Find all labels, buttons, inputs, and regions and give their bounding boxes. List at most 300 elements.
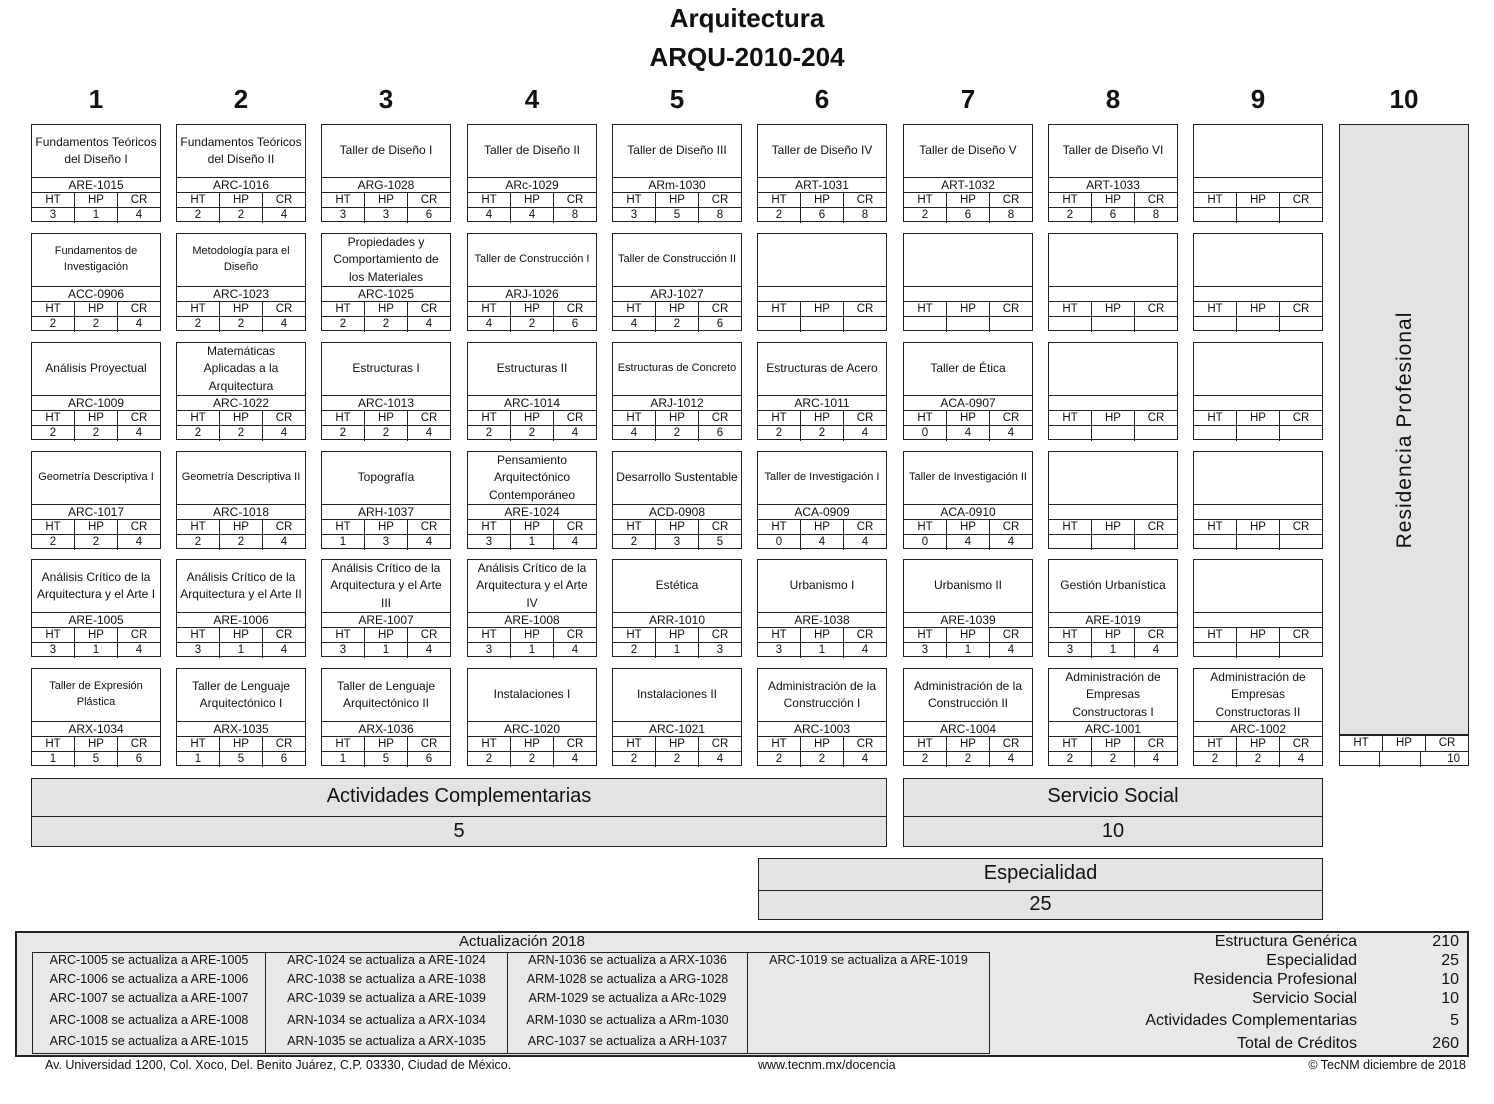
- hour-values: [32, 751, 160, 767]
- summary-label: Servicio Social: [1252, 990, 1357, 1007]
- hour-values: [758, 751, 886, 767]
- hour-label-hp: HP: [655, 737, 698, 752]
- hour-label-cr: CR: [1279, 302, 1322, 317]
- course-ht: 2: [194, 427, 202, 439]
- hour-label-cr: CR: [407, 520, 450, 535]
- hour-label-cr: CR: [1134, 520, 1177, 535]
- hour-label-ht: HT: [190, 194, 206, 206]
- course-hp: 2: [219, 208, 262, 223]
- update-item: ARM-1030 se actualiza a ARm-1030: [526, 1013, 729, 1027]
- course-cr: 4: [989, 643, 1032, 658]
- hour-labels: [1049, 301, 1177, 317]
- course-ht: 2: [921, 753, 929, 765]
- course-code: ARc-1029: [468, 177, 596, 193]
- course-cr: 5: [698, 535, 741, 550]
- course-hp: 6: [946, 208, 989, 223]
- hour-values: [1194, 642, 1322, 658]
- hour-labels: [1049, 410, 1177, 426]
- course-code: ARC-1016: [177, 177, 305, 193]
- course-cr: 4: [843, 752, 886, 767]
- hour-label-cr: CR: [698, 520, 741, 535]
- hour-labels: [758, 627, 886, 643]
- course-ht: 3: [49, 209, 57, 221]
- hour-label-ht: HT: [190, 412, 206, 424]
- hour-values: [1049, 534, 1177, 550]
- course-card: [467, 668, 597, 766]
- update-item: ARC-1039 se actualiza a ARE-1039: [287, 991, 486, 1005]
- course-card: [612, 451, 742, 549]
- hour-labels: [177, 519, 305, 535]
- page-title: Arquitectura: [669, 3, 825, 33]
- course-code: ARm-1030: [613, 177, 741, 193]
- course-hp: 2: [510, 752, 553, 767]
- hour-label-ht: HT: [1207, 738, 1223, 750]
- course-hp: 2: [1236, 752, 1279, 767]
- hour-label-cr: CR: [407, 302, 450, 317]
- hour-values: [32, 534, 160, 550]
- residencia-hour-labels: [1340, 736, 1468, 751]
- course-cr: 4: [1134, 752, 1177, 767]
- course-name: Gestión Urbanística: [1060, 578, 1166, 593]
- course-ht: [1194, 426, 1236, 441]
- hour-label-ht: HT: [1062, 521, 1078, 533]
- course-hp: [946, 317, 989, 332]
- hour-label-hp: HP: [364, 628, 407, 643]
- course-card: [321, 124, 451, 222]
- course-card: [1048, 233, 1178, 331]
- hour-labels: [177, 736, 305, 752]
- course-ht: 0: [921, 427, 929, 439]
- hour-label-ht: HT: [1062, 194, 1078, 206]
- hour-label-ht: HT: [1062, 412, 1078, 424]
- hour-labels: [322, 519, 450, 535]
- course-ht: 3: [1066, 644, 1074, 656]
- hour-label-ht: HT: [1207, 194, 1223, 206]
- course-hp: 1: [510, 643, 553, 658]
- hour-label-ht: HT: [45, 521, 61, 533]
- hour-label-ht: HT: [1062, 629, 1078, 641]
- course-ht: 3: [485, 644, 493, 656]
- update-column: [265, 953, 507, 1053]
- hour-labels: [177, 192, 305, 208]
- course-code: ACC-0906: [32, 286, 160, 302]
- hour-label-cr: CR: [262, 628, 305, 643]
- course-ht: 3: [775, 644, 783, 656]
- course-cr: 8: [698, 208, 741, 223]
- hour-label-hp: HP: [1236, 520, 1279, 535]
- semester-number: 7: [960, 84, 976, 114]
- course-ht: 4: [485, 318, 493, 330]
- hour-values: [613, 207, 741, 223]
- especialidad-block: [758, 858, 1323, 920]
- course-cr: 4: [1279, 752, 1322, 767]
- hour-label-ht: HT: [626, 521, 642, 533]
- hour-values: [758, 425, 886, 441]
- course-hp: 1: [1091, 643, 1134, 658]
- actualizacion-table: [32, 952, 990, 1054]
- course-code: [1194, 612, 1322, 628]
- hour-label-hp: HP: [364, 302, 407, 317]
- course-ht: 2: [1066, 753, 1074, 765]
- hour-label-hp: HP: [1236, 302, 1279, 317]
- course-ht: 4: [630, 427, 638, 439]
- course-card: [467, 559, 597, 657]
- course-cr: 4: [262, 643, 305, 658]
- course-ht: 2: [1066, 209, 1074, 221]
- semester-number: 5: [669, 84, 685, 114]
- course-code: ARC-1001: [1049, 721, 1177, 737]
- hour-label-cr: CR: [117, 193, 160, 208]
- course-code: ARX-1035: [177, 721, 305, 737]
- course-name: Fundamentos de Investigación: [54, 245, 138, 273]
- course-card: [1193, 559, 1323, 657]
- hour-labels: [468, 301, 596, 317]
- hour-label-cr: CR: [117, 737, 160, 752]
- hour-values: [613, 316, 741, 332]
- course-code: ARE-1015: [32, 177, 160, 193]
- course-cr: 4: [553, 643, 596, 658]
- hour-label-ht: HT: [45, 194, 61, 206]
- hour-labels: [177, 301, 305, 317]
- course-code: ARX-1036: [322, 721, 450, 737]
- actividades-label: Actividades Complementarias: [326, 785, 592, 807]
- course-card: [1048, 342, 1178, 440]
- semester-number: 2: [233, 84, 249, 114]
- hour-label-ht: HT: [917, 521, 933, 533]
- hour-values: [322, 425, 450, 441]
- hour-label-cr: CR: [843, 628, 886, 643]
- course-ht: [1049, 426, 1091, 441]
- course-hp: 2: [219, 317, 262, 332]
- servicio-social-block: [903, 778, 1323, 847]
- residencia-cr: 10: [1420, 752, 1468, 767]
- hour-label-cr: CR: [989, 302, 1032, 317]
- hour-label-hp: HP: [364, 737, 407, 752]
- hour-label-cr: CR: [553, 302, 596, 317]
- course-cr: 4: [1134, 643, 1177, 658]
- course-code: ARE-1006: [177, 612, 305, 628]
- hour-label-ht: HT: [481, 738, 497, 750]
- hour-values: [613, 534, 741, 550]
- hour-label-hp: HP: [510, 520, 553, 535]
- course-name: Taller de Investigación II: [908, 471, 1027, 484]
- course-card: [1048, 451, 1178, 549]
- hour-values: [904, 425, 1032, 441]
- hour-labels: [322, 627, 450, 643]
- hour-label-cr: CR: [262, 520, 305, 535]
- course-name: Pensamiento Arquitectónico Contemporáneo: [488, 452, 576, 502]
- hour-label-hp: HP: [1091, 411, 1134, 426]
- hour-label-hp: HP: [655, 628, 698, 643]
- course-ht: 3: [194, 644, 202, 656]
- hour-labels: [322, 736, 450, 752]
- course-card: [176, 124, 306, 222]
- hour-label-cr: CR: [698, 737, 741, 752]
- hour-labels: [613, 410, 741, 426]
- hour-label-hp: HP: [219, 628, 262, 643]
- course-code: ARC-1002: [1194, 721, 1322, 737]
- course-name: Análisis Crítico de la Arquitectura y el Arte II: [180, 569, 302, 601]
- hour-label-hp: HP: [74, 302, 117, 317]
- hour-label-ht: HT: [190, 303, 206, 315]
- course-cr: 6: [407, 208, 450, 223]
- course-code: ARE-1005: [32, 612, 160, 628]
- course-cr: 8: [553, 208, 596, 223]
- course-cr: 6: [698, 426, 741, 441]
- course-hp: [1091, 535, 1134, 550]
- course-name: Taller de Diseño IV: [771, 143, 873, 158]
- hour-label-hp: HP: [1091, 302, 1134, 317]
- hour-label-ht: HT: [1353, 737, 1369, 749]
- hour-label-ht: HT: [481, 629, 497, 641]
- course-card: [31, 559, 161, 657]
- servicio-value: 10: [1101, 820, 1125, 842]
- course-card: [31, 451, 161, 549]
- course-name: Taller de Lenguaje Arquitectónico I: [191, 678, 291, 710]
- course-name: Instalaciones I: [493, 687, 571, 702]
- course-cr: 4: [117, 643, 160, 658]
- course-name: Instalaciones II: [636, 687, 718, 702]
- course-code: ACD-0908: [613, 504, 741, 520]
- hour-label-ht: HT: [917, 629, 933, 641]
- hour-label-hp: HP: [74, 411, 117, 426]
- hour-label-cr: CR: [989, 411, 1032, 426]
- hour-label-cr: CR: [407, 193, 450, 208]
- course-name: Taller de Construcción I: [474, 253, 590, 266]
- hour-labels: [32, 736, 160, 752]
- course-hp: 2: [510, 317, 553, 332]
- course-hp: [800, 317, 843, 332]
- hour-label-cr: CR: [117, 520, 160, 535]
- hour-label-hp: HP: [800, 193, 843, 208]
- course-ht: 1: [194, 753, 202, 765]
- course-card: [757, 559, 887, 657]
- hour-label-hp: HP: [800, 628, 843, 643]
- hour-labels: [758, 410, 886, 426]
- course-cr: 4: [407, 535, 450, 550]
- course-hp: 1: [510, 535, 553, 550]
- course-code: ACA-0910: [904, 504, 1032, 520]
- course-name: [1194, 560, 1322, 612]
- hour-labels: [1049, 736, 1177, 752]
- actualizacion-box: [15, 931, 1469, 1057]
- course-code: ARE-1008: [468, 612, 596, 628]
- course-card: [176, 668, 306, 766]
- course-name: [1194, 125, 1322, 177]
- course-cr: 4: [843, 426, 886, 441]
- hour-label-cr: CR: [262, 193, 305, 208]
- hour-values: [758, 316, 886, 332]
- hour-labels: [1194, 736, 1322, 752]
- hour-label-cr: CR: [553, 193, 596, 208]
- hour-values: [1049, 425, 1177, 441]
- course-card: [612, 559, 742, 657]
- course-cr: 4: [553, 535, 596, 550]
- summary-label: Actividades Complementarias: [1145, 1012, 1357, 1029]
- hour-label-hp: HP: [1236, 737, 1279, 752]
- course-cr: 4: [262, 317, 305, 332]
- hour-labels: [1194, 627, 1322, 643]
- hour-label-hp: HP: [74, 520, 117, 535]
- course-code: [758, 286, 886, 302]
- course-hp: [1236, 643, 1279, 658]
- hour-labels: [32, 519, 160, 535]
- hour-label-cr: CR: [1279, 737, 1322, 752]
- summary-value: 210: [1432, 933, 1459, 950]
- course-ht: 2: [49, 536, 57, 548]
- course-code: ARC-1003: [758, 721, 886, 737]
- hour-labels: [613, 627, 741, 643]
- hour-label-hp: HP: [364, 193, 407, 208]
- course-name: Geometría Descriptiva II: [181, 471, 301, 484]
- course-ht: 3: [339, 209, 347, 221]
- course-name: [1049, 234, 1177, 286]
- course-hp: [1236, 208, 1279, 223]
- course-name: Estructuras II: [496, 361, 568, 376]
- course-cr: [843, 317, 886, 332]
- course-cr: [989, 317, 1032, 332]
- hour-label-ht: HT: [626, 303, 642, 315]
- course-code: ARC-1011: [758, 395, 886, 411]
- hour-values: [177, 642, 305, 658]
- hour-labels: [1049, 519, 1177, 535]
- actualizacion-title: Actualización 2018: [459, 933, 585, 950]
- course-ht: 2: [339, 318, 347, 330]
- course-code: [1194, 395, 1322, 411]
- course-card: [903, 342, 1033, 440]
- hour-values: [322, 316, 450, 332]
- course-cr: [1279, 317, 1322, 332]
- residencia-label: Residencia Profesional: [1393, 311, 1416, 549]
- hour-label-hp: HP: [219, 737, 262, 752]
- hour-label-hp: HP: [655, 411, 698, 426]
- course-code: ARC-1017: [32, 504, 160, 520]
- hour-label-cr: CR: [1279, 520, 1322, 535]
- hour-label-cr: CR: [553, 520, 596, 535]
- actividades-value: 5: [453, 820, 465, 842]
- hour-label-hp: HP: [800, 411, 843, 426]
- hour-label-ht: HT: [481, 303, 497, 315]
- hour-label-ht: HT: [481, 194, 497, 206]
- course-ht: 4: [630, 318, 638, 330]
- hour-label-cr: CR: [553, 411, 596, 426]
- hour-label-cr: CR: [989, 193, 1032, 208]
- hour-labels: [32, 301, 160, 317]
- hour-label-ht: HT: [626, 629, 642, 641]
- footer-url[interactable]: www.tecnm.mx/docencia: [758, 1058, 896, 1072]
- course-code: ARC-1004: [904, 721, 1032, 737]
- course-card: [903, 668, 1033, 766]
- semester-number: 6: [814, 84, 830, 114]
- hour-values: [32, 425, 160, 441]
- summary-value: 5: [1450, 1012, 1459, 1029]
- hour-label-cr: CR: [262, 411, 305, 426]
- course-code: ARG-1028: [322, 177, 450, 193]
- course-hp: 1: [219, 643, 262, 658]
- course-code: [1049, 395, 1177, 411]
- course-card: [31, 342, 161, 440]
- course-cr: 4: [989, 426, 1032, 441]
- course-card: [321, 668, 451, 766]
- course-hp: 3: [364, 208, 407, 223]
- course-ht: 1: [49, 753, 57, 765]
- course-name: Estructuras I: [352, 361, 420, 376]
- course-card: [612, 233, 742, 331]
- course-hp: 1: [74, 208, 117, 223]
- course-hp: 2: [74, 426, 117, 441]
- hour-label-hp: HP: [510, 628, 553, 643]
- hour-labels: [904, 410, 1032, 426]
- course-code: ARE-1007: [322, 612, 450, 628]
- course-ht: 1: [339, 753, 347, 765]
- hour-values: [1194, 316, 1322, 332]
- hour-values: [1194, 534, 1322, 550]
- hour-labels: [468, 192, 596, 208]
- hour-label-cr: CR: [407, 737, 450, 752]
- hour-values: [468, 642, 596, 658]
- course-code: ARC-1022: [177, 395, 305, 411]
- course-card: [467, 124, 597, 222]
- hour-values: [1049, 751, 1177, 767]
- hour-labels: [613, 192, 741, 208]
- hour-values: [468, 425, 596, 441]
- course-cr: 4: [117, 208, 160, 223]
- hour-values: [613, 425, 741, 441]
- update-item: ARC-1006 se actualiza a ARE-1006: [49, 972, 249, 986]
- course-code: [1049, 504, 1177, 520]
- hour-labels: [904, 519, 1032, 535]
- hour-label-hp: HP: [1091, 520, 1134, 535]
- course-name: [1049, 343, 1177, 395]
- hour-label-hp: HP: [946, 628, 989, 643]
- hour-label-ht: HT: [1062, 303, 1078, 315]
- hour-values: [468, 316, 596, 332]
- hour-label-cr: CR: [1425, 736, 1468, 751]
- course-name: Topografía: [357, 470, 415, 485]
- footer-copyright: © TecNM diciembre de 2018: [1308, 1058, 1466, 1072]
- course-cr: 4: [407, 317, 450, 332]
- course-cr: 4: [698, 752, 741, 767]
- hour-label-ht: HT: [771, 412, 787, 424]
- course-ht: 3: [339, 644, 347, 656]
- course-hp: [1091, 426, 1134, 441]
- course-hp: 1: [946, 643, 989, 658]
- hour-label-ht: HT: [771, 629, 787, 641]
- course-ht: 2: [485, 427, 493, 439]
- hour-labels: [758, 736, 886, 752]
- hour-labels: [468, 736, 596, 752]
- course-card: [1193, 668, 1323, 766]
- hour-label-ht: HT: [626, 194, 642, 206]
- course-name: Estructuras de Acero: [766, 361, 878, 376]
- semester-number: 8: [1105, 84, 1121, 114]
- course-ht: 2: [339, 427, 347, 439]
- course-card: [757, 342, 887, 440]
- course-card: [31, 124, 161, 222]
- summary-value: 10: [1441, 990, 1459, 1007]
- course-cr: 4: [262, 208, 305, 223]
- course-hp: 1: [74, 643, 117, 658]
- course-name: Taller de Lenguaje Arquitectónico II: [336, 678, 436, 710]
- course-code: ARE-1038: [758, 612, 886, 628]
- update-item: ARM-1028 se actualiza a ARG-1028: [526, 972, 729, 986]
- course-hp: 5: [219, 752, 262, 767]
- course-card: [757, 668, 887, 766]
- hour-values: [904, 642, 1032, 658]
- hour-label-ht: HT: [917, 303, 933, 315]
- hour-label-ht: HT: [481, 521, 497, 533]
- course-hp: 2: [74, 535, 117, 550]
